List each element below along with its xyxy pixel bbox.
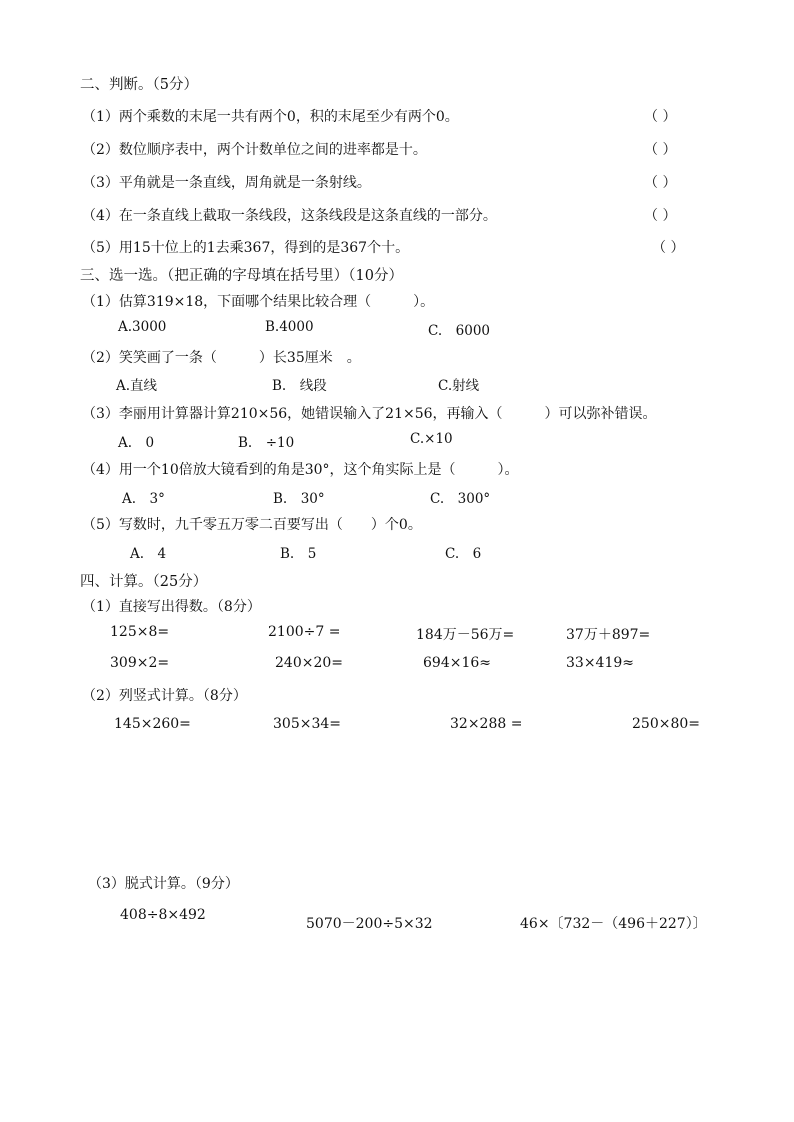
judgment-item-3: （3）平角就是一条直线，周角就是一条射线。	[82, 175, 371, 191]
part-2-title: （2）列竖式计算。（8分）	[82, 688, 247, 704]
choice-2-option-c[interactable]: C.射线	[438, 378, 480, 394]
choice-question-2: （2）笑笑画了一条（ ）长35厘米 。	[82, 350, 361, 366]
choice-5-option-b[interactable]: B. 5	[280, 546, 317, 562]
choice-question-5: （5）写数时，九千零五万零二百要写出（ ）个0。	[82, 517, 422, 533]
choice-question-4: （4）用一个10倍放大镜看到的角是30°，这个角实际上是（ ）。	[82, 462, 519, 478]
judgment-item-4: （4）在一条直线上截取一条线段，这条线段是这条直线的一部分。	[82, 208, 497, 224]
judgment-blank-2[interactable]: （ ）	[644, 142, 677, 158]
judgment-blank-3[interactable]: （ ）	[644, 175, 677, 191]
choice-3-option-b[interactable]: B. ÷10	[238, 435, 295, 451]
choice-1-option-b[interactable]: B.4000	[265, 319, 314, 335]
stepwise-calc-3: 46×〔732－（496＋227）〕	[520, 916, 707, 932]
mental-calc-8: 33×419≈	[566, 655, 634, 671]
judgment-item-2: （2）数位顺序表中，两个计数单位之间的进率都是十。	[82, 142, 427, 158]
vertical-calc-1: 145×260=	[114, 716, 191, 732]
mental-calc-2: 2100÷7 =	[268, 624, 341, 640]
choice-question-1: （1）估算319×18，下面哪个结果比较合理（ ）。	[82, 294, 435, 310]
mental-calc-4: 37万＋897=	[566, 627, 651, 643]
stepwise-calc-2: 5070－200÷5×32	[306, 916, 433, 932]
stepwise-calc-1: 408÷8×492	[120, 907, 206, 923]
choice-2-option-b[interactable]: B. 线段	[272, 378, 327, 394]
vertical-calc-2: 305×34=	[273, 716, 341, 732]
choice-4-option-b[interactable]: B. 30°	[273, 491, 325, 507]
judgment-item-1: （1）两个乘数的末尾一共有两个0，积的末尾至少有两个0。	[82, 109, 459, 125]
choice-4-option-c[interactable]: C. 300°	[430, 491, 491, 507]
mental-calc-5: 309×2=	[110, 655, 170, 671]
section-3-heading: 三、选一选。（把正确的字母填在括号里）（10分）	[80, 268, 403, 284]
mental-calc-3: 184万－56万=	[416, 627, 515, 643]
choice-1-option-c[interactable]: C. 6000	[428, 323, 490, 339]
choice-1-option-a[interactable]: A.3000	[118, 319, 167, 335]
choice-5-option-c[interactable]: C. 6	[445, 546, 482, 562]
judgment-blank-1[interactable]: （ ）	[644, 109, 677, 125]
choice-question-3: （3）李丽用计算器计算210×56，她错误输入了21×56，再输入（ ）可以弥补错误。	[82, 406, 657, 422]
section-4-heading: 四、计算。（25分）	[80, 574, 208, 590]
choice-4-option-a[interactable]: A. 3°	[122, 491, 165, 507]
mental-calc-6: 240×20=	[275, 655, 343, 671]
mental-calc-1: 125×8=	[110, 624, 170, 640]
vertical-calc-3: 32×288 =	[450, 716, 523, 732]
choice-5-option-a[interactable]: A. 4	[130, 546, 167, 562]
section-2-heading: 二、判断。（5分）	[80, 77, 198, 93]
choice-2-option-a[interactable]: A.直线	[116, 378, 158, 394]
judgment-blank-4[interactable]: （ ）	[644, 208, 677, 224]
choice-3-option-c[interactable]: C.×10	[410, 431, 453, 447]
judgment-blank-5[interactable]: （ ）	[652, 240, 685, 256]
choice-3-option-a[interactable]: A. 0	[118, 435, 155, 451]
part-3-title: （3）脱式计算。（9分）	[88, 876, 239, 892]
judgment-item-5: （5）用15十位上的1去乘367，得到的是367个十。	[82, 240, 410, 256]
vertical-calc-4: 250×80=	[632, 716, 700, 732]
part-1-title: （1）直接写出得数。（8分）	[82, 599, 261, 615]
mental-calc-7: 694×16≈	[423, 655, 491, 671]
